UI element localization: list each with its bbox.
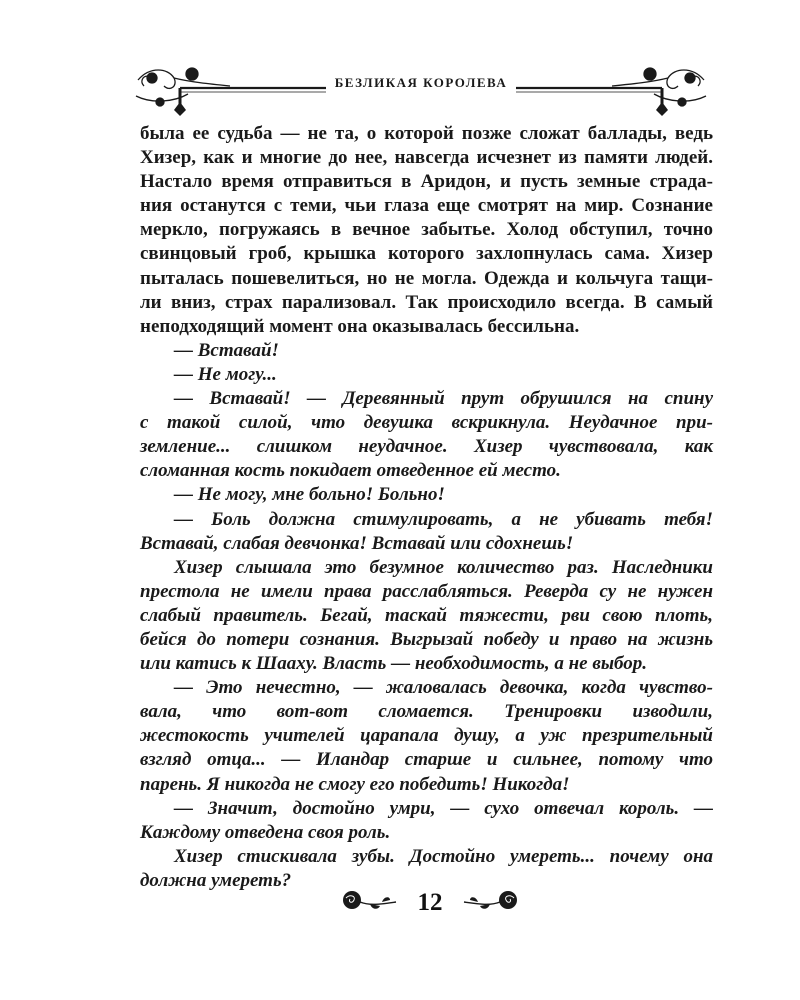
- text-line: Каждому отведена своя роль.: [140, 821, 391, 843]
- text-line: сломанная кость покидает отведенное ей место.: [140, 460, 561, 482]
- text-line: престола не имели права расслабляться. Реверда су не нужен: [140, 580, 713, 602]
- text-line: Хизер слышала это безумное количество раз. Наследники: [174, 556, 713, 578]
- dialogue-line: — Значит, достойно умри, — сухо отвечал король. —: [174, 797, 713, 819]
- text-line: неподходящий момент она оказывалась бессильна.: [140, 315, 580, 337]
- text-line: вала, что вот-вот сломается. Тренировки изводили,: [140, 701, 713, 723]
- text-line: должна умереть?: [140, 869, 292, 891]
- text-line: была ее судьба — не та, о которой позже сложат баллады, ведь: [140, 123, 713, 144]
- dialogue-line: — Не могу, мне больно! Больно!: [174, 484, 445, 506]
- text-line: или катись к Шааху. Власть — необходимость, а не выбор.: [140, 653, 647, 675]
- text-line: бейся до потери сознания. Выгрызай победу и право на жизнь: [140, 628, 713, 650]
- text-line: жестокость учителей царапала душу, а уж презрительный: [140, 725, 713, 747]
- text-line: ли вниз, страх парализовал. Так происходило всегда. В самый: [140, 291, 713, 313]
- running-header: [130, 58, 712, 118]
- text-line: свинцовый гроб, крышка которого захлопнулась сама. Хизер: [140, 243, 713, 265]
- dialogue-line: — Это нечестно, — жаловалась девочка, когда чувство-: [174, 677, 713, 699]
- dialogue-line: — Боль должна стимулировать, а не убивать тебя!: [174, 508, 713, 530]
- text-line: меркло, погружаясь в вечное забытье. Холод обступил, точно: [140, 219, 713, 241]
- rose-ornament-icon: [460, 886, 520, 916]
- text-line: земление... слишком неудачное. Хизер чувствовала, как: [140, 436, 713, 458]
- running-title: БЕЗЛИКАЯ КОРОЛЕВА: [334, 75, 508, 90]
- text-line: Вставай, слабая девчонка! Вставай или сдохнешь!: [140, 532, 574, 554]
- dialogue-line: — Не могу...: [174, 363, 277, 385]
- text-line: Настало время отправиться в Аридон, и пусть земные страда-: [140, 171, 713, 193]
- page-footer: [340, 886, 520, 920]
- text-line: пыталась пошевелиться, но не могла. Одежда и кольчуга тащи-: [140, 267, 713, 289]
- text-line: с такой силой, что девушка вскрикнула. Неудачное при-: [140, 412, 713, 434]
- dialogue-line: — Вставай!: [174, 339, 279, 361]
- text-line: ния останутся с теми, чьи глаза еще смотрят на мир. Сознание: [140, 195, 713, 217]
- text-line: слабый правитель. Бегай, таскай тяжести, рви свою плоть,: [140, 604, 713, 626]
- text-line: Хизер стискивала зубы. Достойно умереть... почему она: [174, 845, 713, 867]
- page-body: [140, 122, 713, 893]
- text-line: парень. Я никогда не смогу его победить! Никогда!: [140, 773, 570, 795]
- text-line: взгляд отца... — Иландар старше и сильнее, потому что: [140, 749, 713, 771]
- page-number: 12: [417, 889, 443, 916]
- text-line: Хизер, как и многие до нее, навсегда исчезнет из памяти людей.: [140, 147, 713, 169]
- dialogue-line: — Вставай! — Деревянный прут обрушился на спину: [174, 388, 713, 410]
